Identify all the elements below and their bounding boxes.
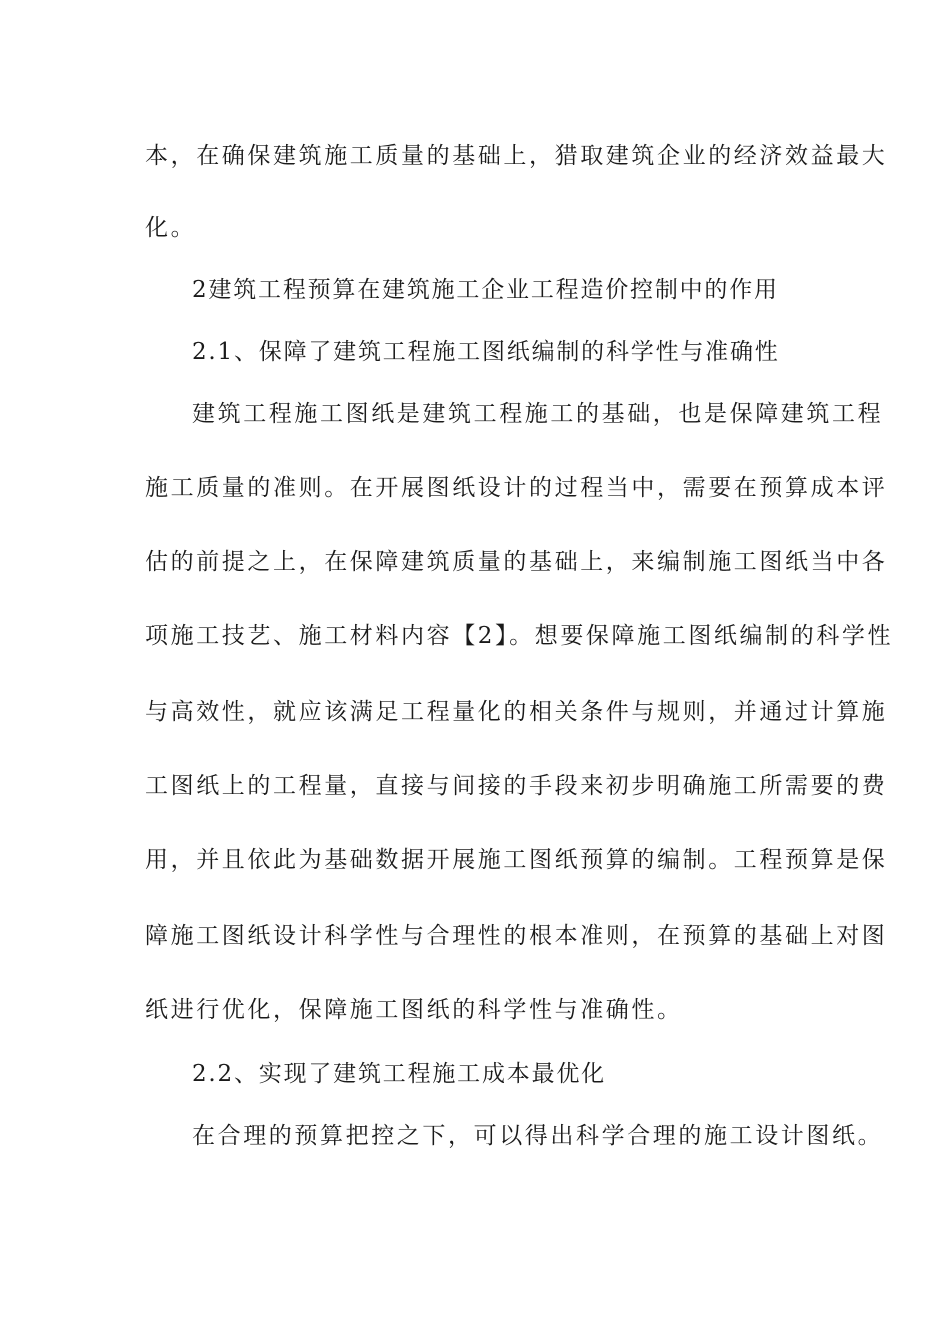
paragraph-line: 本，在确保建筑施工质量的基础上，猎取建筑企业的经济效益最大 <box>145 143 888 169</box>
paragraph-line: 项施工技艺、施工材料内容【2】。想要保障施工图纸编制的科学性 <box>145 623 894 649</box>
paragraph-line: 估的前提之上，在保障建筑质量的基础上，来编制施工图纸当中各 <box>145 549 888 575</box>
paragraph-line: 施工质量的准则。在开展图纸设计的过程当中，需要在预算成本评 <box>145 475 888 501</box>
paragraph-line: 纸进行优化，保障施工图纸的科学性与准确性。 <box>145 997 683 1023</box>
paragraph-line: 障施工图纸设计科学性与合理性的根本准则，在预算的基础上对图 <box>145 923 888 949</box>
paragraph-line: 建筑工程施工图纸是建筑工程施工的基础，也是保障建筑工程 <box>192 401 884 427</box>
paragraph-line: 与高效性，就应该满足工程量化的相关条件与规则，并通过计算施 <box>145 699 888 725</box>
paragraph-line: 在合理的预算把控之下，可以得出科学合理的施工设计图纸。 <box>192 1123 884 1149</box>
subsection-heading: 2.2、实现了建筑工程施工成本最优化 <box>192 1061 606 1087</box>
paragraph-line: 化。 <box>145 215 197 241</box>
paragraph-line: 用，并且依此为基础数据开展施工图纸预算的编制。工程预算是保 <box>145 847 888 873</box>
section-heading: 2建筑工程预算在建筑施工企业工程造价控制中的作用 <box>192 277 779 303</box>
paragraph-line: 工图纸上的工程量，直接与间接的手段来初步明确施工所需要的费 <box>145 773 888 799</box>
subsection-heading: 2.1、保障了建筑工程施工图纸编制的科学性与准确性 <box>192 339 780 365</box>
